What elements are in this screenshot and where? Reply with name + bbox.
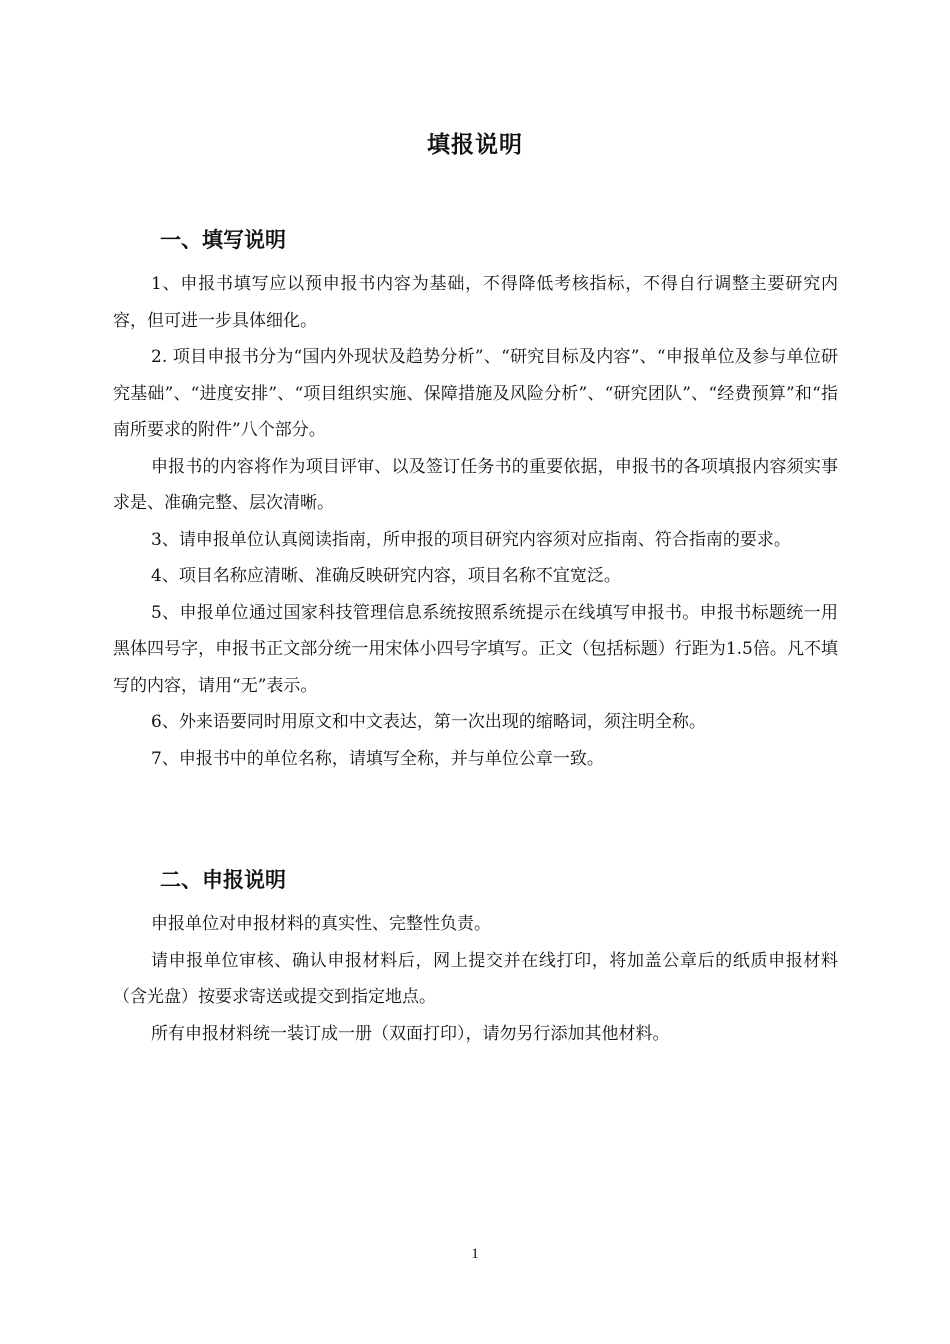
section-body-application-instructions — [113, 906, 838, 1052]
paragraph: 1、申报书填写应以预申报书内容为基础，不得降低考核指标，不得自行调整主要研究内容，但可进一步具体细化。 — [113, 274, 838, 331]
paragraph: 2. 项目申报书分为“国内外现状及趋势分析”、“研究目标及内容”、“申报单位及参与单位研究基础”、“进度安排”、“项目组织实施、保障措施及风险分析”、“研究团队”、“经费预算”和“指南所要求的附件”八个部分。 — [113, 347, 838, 440]
paragraph: 请申报单位审核、确认申报材料后，网上提交并在线打印，将加盖公章后的纸质申报材料（含光盘）按要求寄送或提交到指定地点。 — [113, 950, 838, 1007]
section-heading-application-instructions: 二、申报说明 — [160, 868, 286, 892]
paragraph: 5、申报单位通过国家科技管理信息系统按照系统提示在线填写申报书。申报书标题统一用黑体四号字，申报书正文部分统一用宋体小四号字填写。正文（包括标题）行距为1.5倍。凡不填写的内容，请用“无”表示。 — [113, 602, 838, 696]
section-heading-filling-instructions: 一、填写说明 — [160, 228, 286, 252]
paragraph: 7、申报书中的单位名称，请填写全称，并与单位公章一致。 — [151, 748, 604, 769]
page-title: 填报说明 — [427, 132, 523, 158]
paragraph: 6、外来语要同时用原文和中文表达，第一次出现的缩略词，须注明全称。 — [151, 712, 706, 732]
paragraph: 申报书的内容将作为项目评审、以及签订任务书的重要依据，申报书的各项填报内容须实事求是、准确完整、层次清晰。 — [113, 456, 838, 513]
paragraph: 所有申报材料统一装订成一册（双面打印），请勿另行添加其他材料。 — [151, 1023, 670, 1044]
paragraph: 3、请申报单位认真阅读指南，所申报的项目研究内容须对应指南、符合指南的要求。 — [151, 529, 791, 550]
paragraph: 申报单位对申报材料的真实性、完整性负责。 — [151, 914, 491, 934]
paragraph: 4、项目名称应清晰、准确反映研究内容，项目名称不宜宽泛。 — [151, 566, 621, 586]
section-body-filling-instructions — [113, 266, 838, 777]
page-number: 1 — [471, 1246, 479, 1262]
